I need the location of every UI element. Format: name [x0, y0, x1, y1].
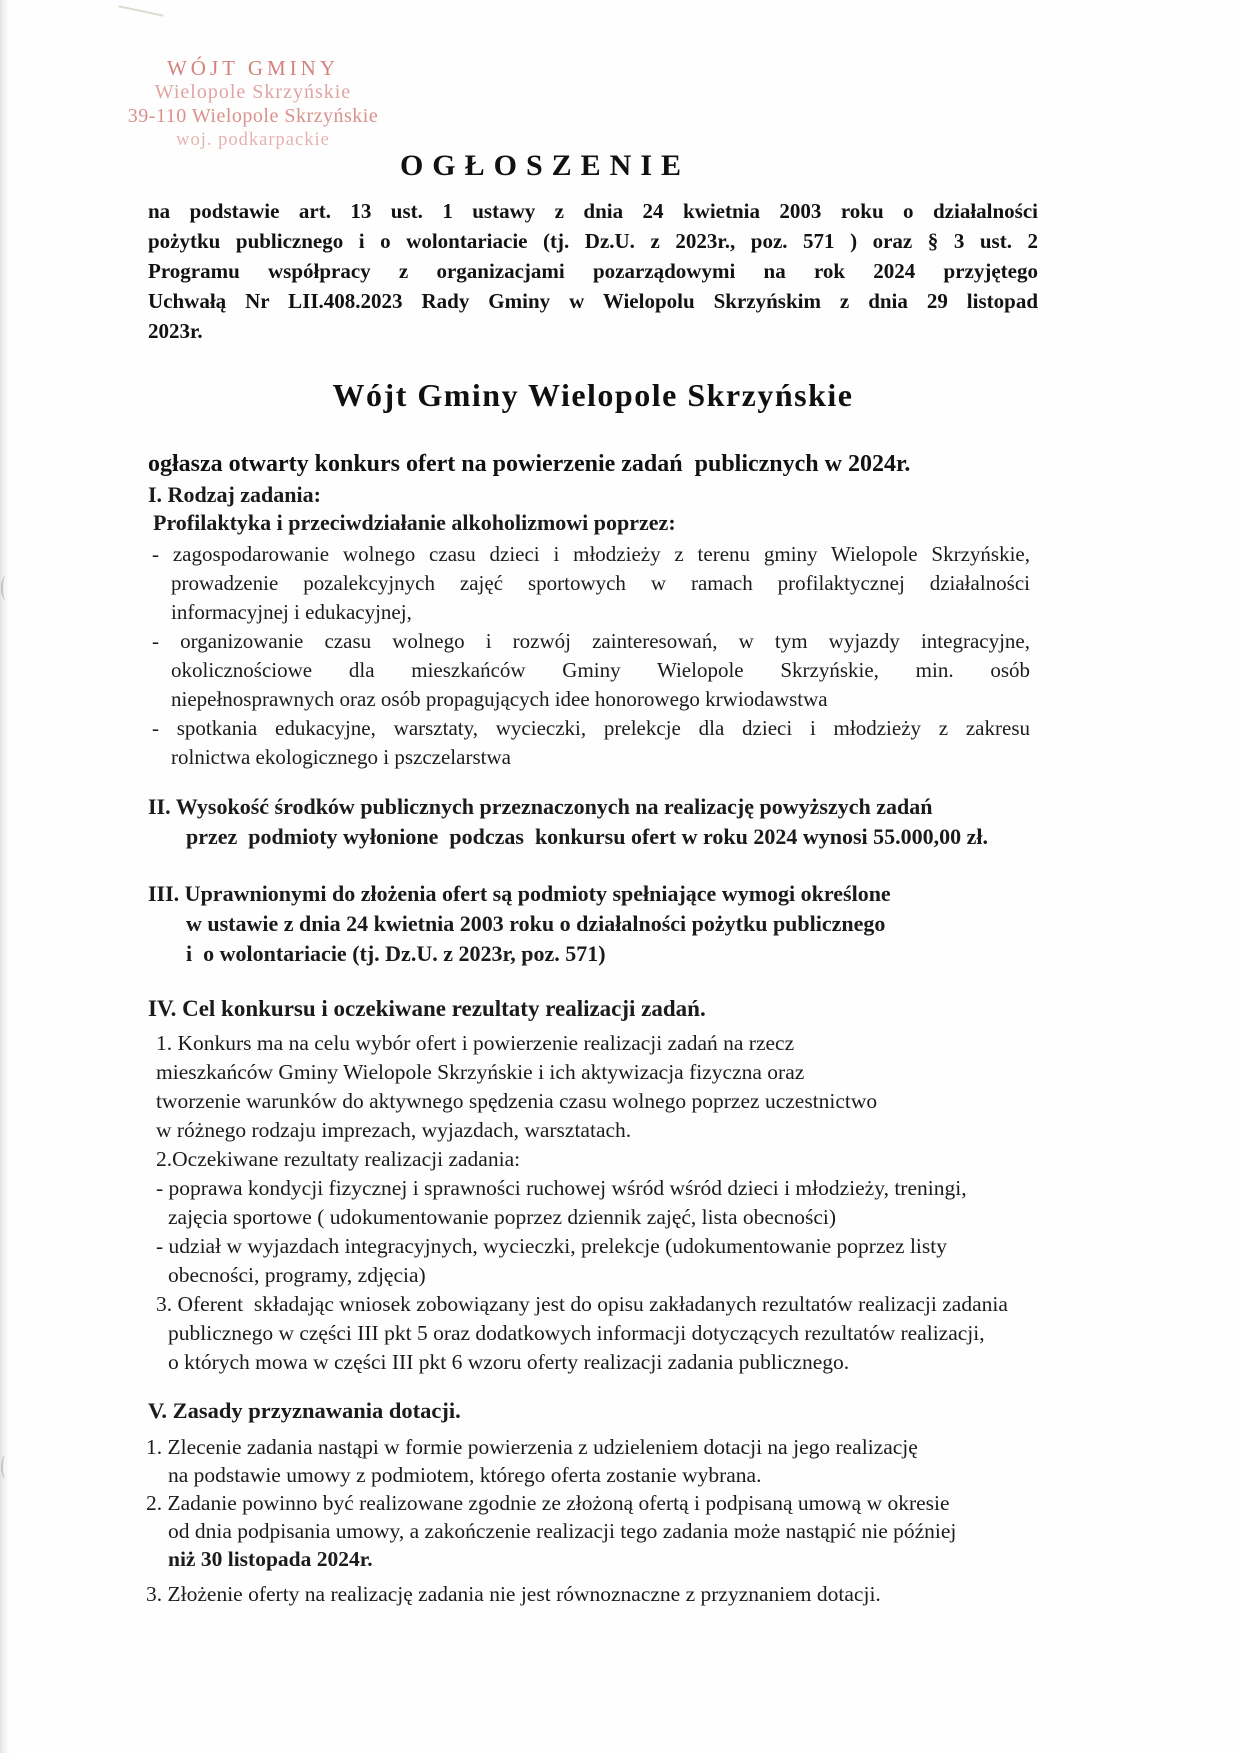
text-line: tworzenie warunków do aktywnego spędzenia czasu wolnego poprzez uczestnictwo — [156, 1089, 878, 1113]
bullet-item — [152, 540, 1030, 627]
section-v-body — [146, 1433, 1186, 1608]
bullet-item — [152, 627, 1030, 714]
intro-paragraph — [148, 196, 1038, 346]
text-line: - zagospodarowanie wolnego czasu dzieci i młodzieży z terenu gminy Wielopole Skrzyńskie, — [152, 542, 1030, 566]
section-ii-text — [148, 792, 1108, 852]
text-line: od dnia podpisania umowy, a zakończenie realizacji tego zadania może nastąpić nie później — [168, 1519, 957, 1543]
section-v-item-1 — [146, 1433, 1186, 1489]
text-line: woj. podkarpackie — [176, 130, 330, 150]
text-line: niepełnosprawnych oraz osób propagujących idee honorowego krwiodawstwa — [171, 687, 828, 711]
section-v-item-2 — [146, 1489, 1186, 1545]
text-line: 1. Konkurs ma na celu wybór ofert i powierzenie realizacji zadań na rzecz — [156, 1031, 795, 1055]
text-line: Programu współpracy z organizacjami pozarządowymi na rok 2024 przyjętego — [148, 259, 1038, 283]
bullet-item — [152, 714, 1030, 772]
section-i-subheading: Profilaktyka i przeciwdziałanie alkoholizmowi poprzez: — [153, 510, 676, 535]
scan-artifact-mark — [1, 1455, 11, 1479]
text-line: - organizowanie czasu wolnego i rozwój zainteresowań, w tym wyjazdy integracyjne, — [152, 629, 1030, 653]
section-iv-item-3 — [156, 1290, 1186, 1377]
text-line: na podstawie art. 13 ust. 1 ustawy z dnia 24 kwietnia 2003 roku o działalności — [148, 199, 1038, 223]
text-line: mieszkańców Gminy Wielopole Skrzyńskie i ich aktywizacja fizyczna oraz — [156, 1060, 805, 1084]
section-v-heading: V. Zasady przyznawania dotacji. — [148, 1398, 461, 1423]
text-line: na podstawie umowy z podmiotem, którego oferta zostanie wybrana. — [168, 1463, 762, 1487]
text-line: w różnego rodzaju imprezach, wyjazdach, warsztatach. — [156, 1118, 632, 1142]
text-line: 2023r. — [148, 319, 203, 343]
text-line: 2. Zadanie powinno być realizowane zgodnie ze złożoną ofertą i podpisaną umową w okresie — [146, 1491, 950, 1515]
text-line: rolnictwa ekologicznego i pszczelarstwa — [171, 745, 511, 769]
text-line: okolicznościowe dla mieszkańców Gminy Wielopole Skrzyńskie, min. osób — [171, 658, 1030, 682]
section-iv-heading: IV. Cel konkursu i oczekiwane rezultaty realizacji zadań. — [148, 996, 706, 1021]
section-i-heading: I. Rodzaj zadania: — [148, 482, 321, 507]
text-line: - spotkania edukacyjne, warsztaty, wycieczki, prelekcje dla dzieci i młodzieży z zakresu — [152, 716, 1030, 740]
text-line: i o wolontariacie (tj. Dz.U. z 2023r, poz. 571) — [186, 941, 606, 966]
section-iv-item-2-heading: 2.Oczekiwane rezultaty realizacji zadania: — [156, 1147, 521, 1171]
text-line: III. Uprawnionymi do złożenia ofert są podmioty spełniające wymogi określone — [148, 881, 891, 906]
announcement-subheading: ogłasza otwarty konkurs ofert na powierzenie zadań publicznych w 2024r. — [148, 451, 911, 477]
issuer-heading: Wójt Gminy Wielopole Skrzyńskie — [332, 377, 854, 413]
scan-artifact-mark — [1, 576, 11, 600]
document-title: OGŁOSZENIE — [399, 149, 691, 182]
section-iv-body — [156, 1029, 1186, 1377]
text-line: - udział w wyjazdach integracyjnych, wycieczki, prelekcje (udokumentowanie poprzez listy — [156, 1234, 947, 1258]
section-iv-item-1 — [156, 1029, 1186, 1145]
text-line: 3. Oferent składając wniosek zobowiązany jest do opisu zakładanych rezultatów realizacji zadania — [156, 1292, 1008, 1316]
section-iv-bullet-2 — [156, 1232, 1186, 1290]
scan-artifact-scratch — [118, 5, 163, 17]
section-i-bullets — [152, 540, 1030, 772]
section-v-item-2-deadline: niż 30 listopada 2024r. — [168, 1547, 373, 1571]
text-line: 3. Złożenie oferty na realizację zadania nie jest równoznaczne z przyznaniem dotacji. — [146, 1582, 881, 1606]
section-iii-text — [148, 879, 1108, 969]
text-line: informacyjnej i edukacyjnej, — [171, 600, 412, 624]
text-line: przez podmioty wyłonione podczas konkursu ofert w roku 2024 wynosi 55.000,00 zł. — [186, 824, 989, 849]
text-line: o których mowa w części III pkt 6 wzoru oferty realizacji zadania publicznego. — [168, 1350, 850, 1374]
section-iv-bullet-1 — [156, 1174, 1186, 1232]
official-stamp — [86, 56, 420, 152]
text-line: prowadzenie pozalekcyjnych zajęć sportowych w ramach profilaktycznej działalności — [171, 571, 1030, 595]
scan-artifact-edge — [0, 0, 9, 1753]
text-line: Uchwałą Nr LII.408.2023 Rady Gminy w Wielopolu Skrzyńskim z dnia 29 listopad — [148, 289, 1038, 313]
text-line: w ustawie z dnia 24 kwietnia 2003 roku o działalności pożytku publicznego — [186, 911, 886, 936]
text-line: obecności, programy, zdjęcia) — [168, 1263, 426, 1287]
text-line: zajęcia sportowe ( udokumentowanie poprzez dziennik zajęć, lista obecności) — [168, 1205, 837, 1229]
text-line: pożytku publicznego i o wolontariacie (tj. Dz.U. z 2023r., poz. 571 ) oraz § 3 ust. 2 — [148, 229, 1038, 253]
text-line: - poprawa kondycji fizycznej i sprawności ruchowej wśród wśród dzieci i młodzieży, treningi, — [156, 1176, 967, 1200]
text-line: 39-110 Wielopole Skrzyńskie — [127, 105, 379, 127]
text-line: II. Wysokość środków publicznych przeznaczonych na realizację powyższych zadań — [148, 794, 933, 819]
text-line: WÓJT GMINY — [166, 56, 340, 80]
text-line: publicznego w części III pkt 5 oraz dodatkowych informacji dotyczących rezultatów realizacji, — [168, 1321, 985, 1345]
text-line: Wielopole Skrzyńskie — [154, 81, 352, 103]
text-line: 1. Zlecenie zadania nastąpi w formie powierzenia z udzieleniem dotacji na jego realizację — [146, 1435, 918, 1459]
section-v-item-3 — [146, 1580, 1186, 1608]
